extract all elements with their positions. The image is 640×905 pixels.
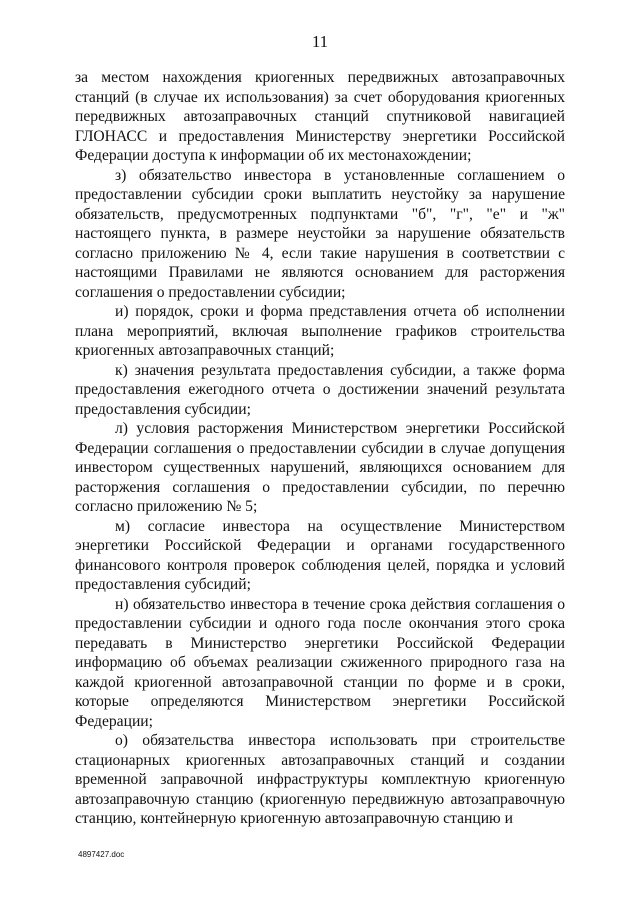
paragraph-item-l: л) условия расторжения Министерством энергетики Российской Федерации соглашения о предоставлении субсидии в случае допущения инвестором существенных нарушений, являющихся основанием для расторжения соглашения о предоставлении субсидии, по перечню согласно приложению № 5; (75, 420, 565, 515)
paragraph-item-m: м) согласие инвестора на осуществление Министерством энергетики Российской Федерации и органами государственного финансового контроля проверок соблюдения целей, порядка и условий предоставления субсидий; (75, 517, 565, 593)
paragraph-item-i: и) порядок, сроки и форма представления отчета об исполнении плана мероприятий, включая выполнение графиков строительства криогенных автозаправочных станций; (75, 303, 565, 359)
paragraph-item-k: к) значения результата предоставления субсидии, а также форма предоставления ежегодного отчета о достижении значений результата предоставления субсидии; (75, 361, 565, 418)
paragraph-item-n: н) обязательство инвестора в течение срока действия соглашения о предоставлении субсидии и одного года после окончания этого срока передавать в Министерство энергетики Российской Федерации информацию об объемах реализации сжиженного природного газа на каждой криогенной автозаправочной станции по форме и в сроки, которые определяются Министерством энергетики Российской Федерации; (75, 595, 565, 730)
paragraph-item-o: о) обязательства инвестора использовать при строительстве стационарных криогенных автозаправочных станций и создании временной заправочной инфраструктуры комплектную криогенную автозаправочную станцию (криогенную передвижную автозаправочную станцию, контейнерную криогенную автозаправочную станцию и (75, 732, 565, 827)
paragraph-continuation: за местом нахождения криогенных передвижных автозаправочных станций (в случае их использования) за счет оборудования криогенных передвижных автозаправочных станций спутниковой навигацией ГЛОНАСС и предоставления Министерству энергетики Российской Федерации доступа к информации об их местонахождении; (75, 69, 565, 164)
paragraph-item-z: з) обязательство инвестора в установленные соглашением о предоставлении субсидии сроки выплатить неустойку за нарушение обязательств, предусмотренных подпунктами "б", "г", "е" и "ж" настоящего пункта, в размере неустойки за нарушение обязательств согласно приложению № 4, если такие нарушения в соответствии с настоящими Правилами не являются основанием для расторжения соглашения о предоставлении субсидии; (75, 166, 565, 301)
document-body (75, 68, 565, 829)
footer-filename: 4897427.doc (78, 850, 125, 859)
page-number: 11 (311, 32, 329, 51)
